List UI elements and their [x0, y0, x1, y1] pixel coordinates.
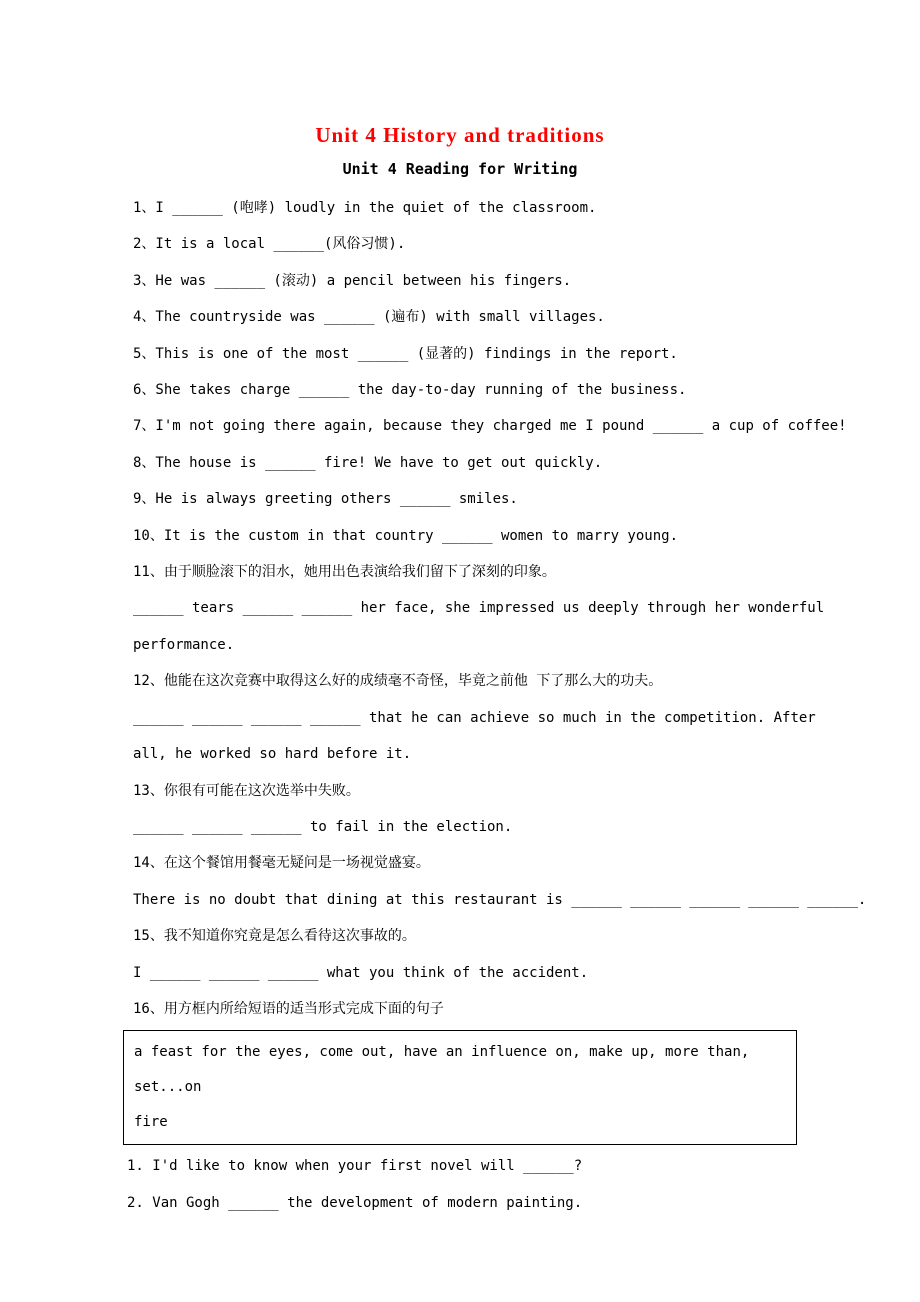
phrase-box-line: a feast for the eyes, come out, have an influence on, make up, more than, set...on — [134, 1044, 758, 1096]
exercise-line: 6、She takes charge ______ the day-to-day running of the business. — [133, 382, 687, 399]
phrase-box — [123, 1030, 797, 1145]
exercise-line: 3、He was ______ (滚动) a pencil between his fingers. — [133, 272, 572, 289]
exercise-line: ______ tears ______ ______ her face, she impressed us deeply through her wonderful — [133, 600, 825, 617]
exercise-line: 2. Van Gogh ______ the development of modern painting. — [127, 1194, 583, 1211]
page-title: Unit 4 History and traditions — [315, 123, 605, 147]
exercise-line: ______ ______ ______ to fail in the election. — [133, 818, 513, 835]
exercise-line: 1. I'd like to know when your first novel will ______? — [127, 1158, 583, 1175]
exercise-line: 16、用方框内所给短语的适当形式完成下面的句子 — [133, 1000, 444, 1017]
exercise-lines — [133, 190, 880, 1027]
exercise-line: 7、I'm not going there again, because they charged me I pound ______ a cup of coffee! — [133, 418, 847, 435]
exercise-line: 1、I ______ (咆哮) loudly in the quiet of the classroom. — [133, 200, 597, 216]
exercise-line: ______ ______ ______ ______ that he can achieve so much in the competition. After — [133, 709, 816, 726]
exercise-line: 11、由于顺脸滚下的泪水，她用出色表演给我们留下了深刻的印象。 — [133, 564, 556, 581]
exercise-line: performance. — [133, 636, 235, 653]
tail-lines — [127, 1148, 880, 1221]
exercise-line: 2、It is a local ______(风俗习惯). — [133, 236, 406, 253]
exercise-line: I ______ ______ ______ what you think of the accident. — [133, 964, 589, 981]
exercise-line: 9、He is always greeting others ______ smiles. — [133, 491, 518, 508]
exercise-line: 14、在这个餐馆用餐毫无疑问是一场视觉盛宴。 — [133, 855, 430, 872]
exercise-line: 10、It is the custom in that country ______ women to marry young. — [133, 527, 679, 544]
exercise-line: 5、This is one of the most ______ (显著的) findings in the report. — [133, 345, 678, 362]
phrase-box-line: fire — [134, 1114, 168, 1131]
exercise-line: 15、我不知道你究竟是怎么看待这次事故的。 — [133, 928, 416, 945]
exercise-line: 8、The house is ______ fire! We have to get out quickly. — [133, 454, 603, 471]
exercise-line: all, he worked so hard before it. — [133, 746, 412, 763]
exercise-line: 4、The countryside was ______ (遍布) with small villages. — [133, 309, 605, 326]
exercise-line: 13、你很有可能在这次选举中失败。 — [133, 782, 360, 799]
exercise-line: 12、他能在这次竞赛中取得这么好的成绩毫不奇怪，毕竟之前他 下了那么大的功夫。 — [133, 673, 663, 690]
exercise-line: There is no doubt that dining at this restaurant is ______ ______ ______ ______ ______. — [133, 891, 867, 908]
page-subtitle: Unit 4 Reading for Writing — [342, 160, 578, 178]
